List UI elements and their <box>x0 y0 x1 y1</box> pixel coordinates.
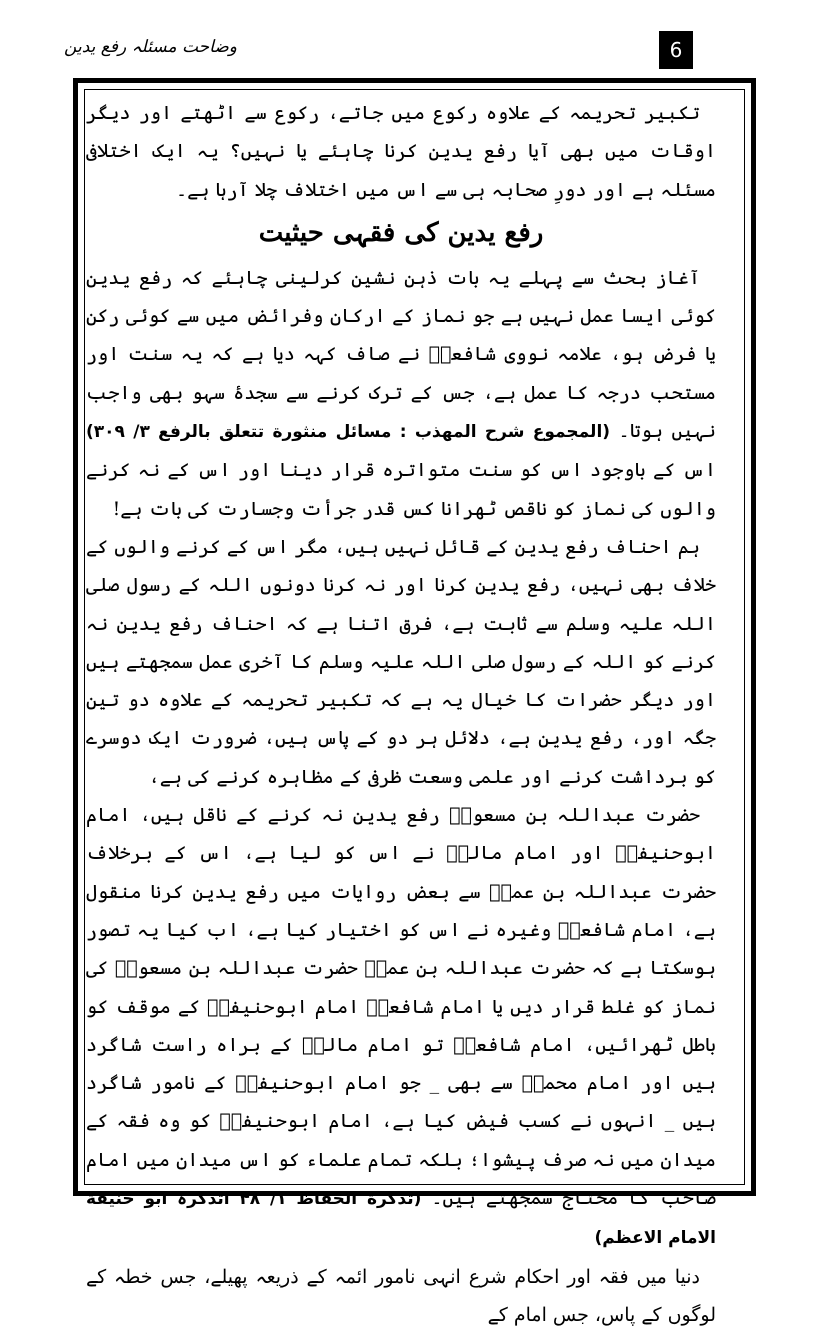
section-heading: رفع یدین کی فقہی حیثیت <box>258 217 544 248</box>
paragraph-spread-of-fiqh: دنیا میں فقہ اور احکام شرع انہی نامور ائمہ کے ذریعہ پھیلے، جس خطہ کے لوگوں کے پاس، جس امام کے <box>86 1265 716 1326</box>
running-header-title: وضاحت مسئلہ رفع یدین <box>64 37 237 57</box>
paragraph-companions <box>86 796 716 1258</box>
page-number: 6 <box>659 31 693 69</box>
reference-al-majmu: (المجموع شرح المهذب : مسائل منثورة تتعلق بالرفع ۳/ ۳۰۹) <box>86 422 611 443</box>
paragraph-fiqhi-status-tail: اس کے باوجود اس کو سنت متواترہ قرار دینا اور اس کے نہ کرنے والوں کی نماز کو ناقص ٹھرانا کس قدر جرأت وجسارت کی بات ہے! <box>86 459 716 520</box>
paragraph-fiqhi-status <box>86 259 716 528</box>
page-header <box>0 0 825 70</box>
page-content <box>86 94 716 1334</box>
reference-tadhkirat-al-huffaz: (تذكرة الحفاظ ۱/ ۴۸ اتذکرہ ابو حنيفة الامام الاعظم) <box>86 1189 716 1249</box>
paragraph-intro: تکبیر تحریمہ کے علاوہ رکوع میں جاتے، رکوع سے اٹھتے اور دیگر اوقات میں بھی آیا رفع یدین کرنا چاہئے یا نہیں؟ یہ ایک اختلافی مسئلہ ہے اور دورِ صحابہ ہی سے اس میں اختلاف چلا آرہا ہے۔ <box>86 102 716 201</box>
paragraph-ahnaf-position: ہم احناف رفع یدین کے قائل نہیں ہیں، مگر اس کے کرنے والوں کے خلاف بھی نہیں، رفع یدین کرنا اور نہ کرنا دونوں اللہ کے رسول صلی اللہ علیہ وسلم سے ثابت ہے، فرق اتنا ہے کہ احناف رفع یدین نہ کرنے کو اللہ کے رسول صلی اللہ علیہ وسلم کا آخری عمل سمجھتے ہیں اور دیگر حضرات کا خیال یہ ہے کہ تکبیر تحریمہ کے علاوہ دو تین جگہ اور، رفع یدین ہے، دلائل ہر دو کے پاس ہیں، ضرورت ایک دوسرے کو برداشت کرنے اور علمی وسعت ظرفی کے مظاہرہ کرنے کی ہے، <box>86 535 716 788</box>
paragraph-companions-text: حضرت عبداللہ بن مسعودؓ رفع یدین نہ کرنے کے ناقل ہیں، امام ابوحنیفہؒ اور امام مالکؒ نے اس کو لیا ہے، اس کے برخلاف حضرت عبداللہ بن عمرؓ سے بعض روایات میں رفع یدین کرنا منقول ہے، امام شافعیؒ وغیرہ نے اس کو اختیار کیا ہے، اب کیا یہ تصور ہوسکتا ہے کہ حضرت عبداللہ بن عمرؓ حضرت عبداللہ بن مسعودؓ کی نماز کو غلط قرار دیں یا امام شافعیؒ امام ابوحنیفہؒ کے موقف کو باطل ٹھرائیں، امام شافعیؒ تو امام مالکؒ کے براہ راست شاگرد ہیں اور امام محمدؒ سے بھی _ جو امام ابوحنیفہؒ کے نامور شاگرد ہیں _ انہوں نے کسب فیض کیا ہے، امام ابوحنیفہؒ کو وہ فقہ کے میدان میں نہ صرف پیشوا؛ بلکہ تمام علماء کو اس میدان میں امام صاحب کا محتاج سمجھتے ہیں۔ <box>86 804 716 1210</box>
paragraph-fiqhi-status-text: آغاز بحث سے پہلے یہ بات ذہن نشین کرلینی چاہئے کہ رفع یدین کوئی ایسا عمل نہیں ہے جو نماز کے ارکان وفرائض میں سے کوئی رکن یا فرض ہو، علامہ نووی شافعیؒ نے صاف کہہ دیا ہے کہ یہ سنت اور مستحب درجہ کا عمل ہے، جس کے ترک کرنے سے سجدۂ سہو بھی واجب نہیں ہوتا۔ <box>86 266 716 443</box>
